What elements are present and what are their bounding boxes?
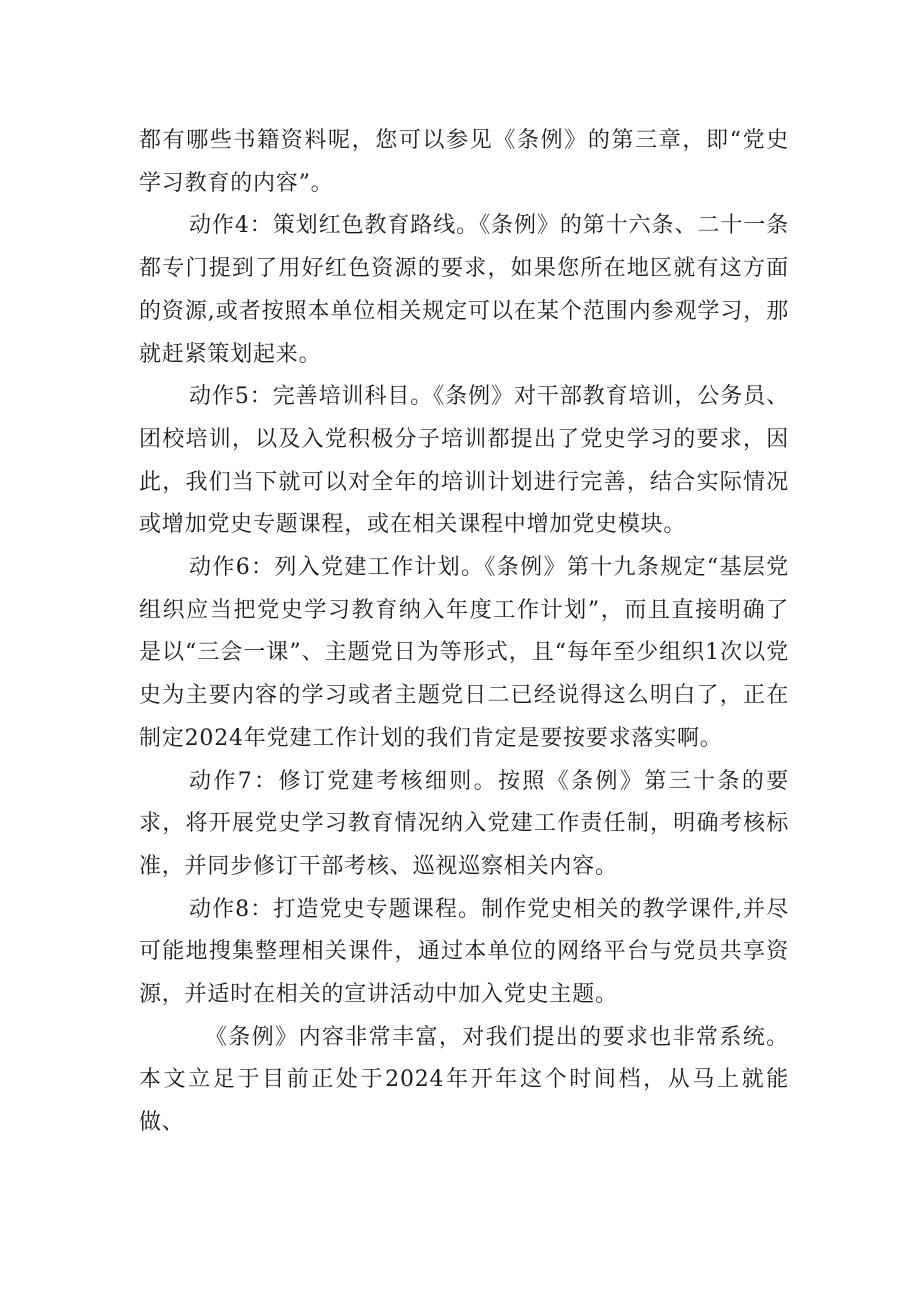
paragraph-conclusion: 《条例》内容非常丰富，对我们提出的要求也非常系统。本文立足于目前正处于2024年开年这个时间档，从马上就能做、 — [139, 1024, 789, 1136]
document-body — [139, 120, 789, 1145]
paragraph-action-4: 动作4：策划红色教育路线。《条例》的第十六条、二十一条都专门提到了用好红色资源的要求，如果您所在地区就有这方面的资源,或者按照本单位相关规定可以在某个范围内参观学习，那就赶紧策划起来。 — [139, 213, 789, 367]
paragraph-action-8: 动作8：打造党史专题课程。制作党史相关的教学课件,并尽可能地搜集整理相关课件，通过本单位的网络平台与党员共享资源，并适时在相关的宣讲活动中加入党史主题。 — [139, 896, 789, 1008]
paragraph-action-5: 动作5：完善培训科目。《条例》对干部教育培训，公务员、团校培训，以及入党积极分子培训都提出了党史学习的要求，因此，我们当下就可以对全年的培训计划进行完善，结合实际情况或增加党史专题课程，或在相关课程中增加党史模块。 — [139, 384, 789, 538]
paragraph-action-7: 动作7：修订党建考核细则。按照《条例》第三十条的要求，将开展党史学习教育情况纳入党建工作责任制，明确考核标准，并同步修订干部考核、巡视巡察相关内容。 — [139, 768, 789, 879]
paragraph-action-6: 动作6：列入党建工作计划。《条例》第十九条规定“基层党组织应当把党史学习教育纳入年度工作计划”，而且直接明确了是以“三会一课”、主题党日为等形式，且“每年至少组织1次以党史为主要内容的学习或者主题党日二已经说得这么明白了，正在制定2024年党建工作计划的我们肯定是要按要求落实啊。 — [139, 555, 789, 751]
paragraph-continuation: 都有哪些书籍资料呢，您可以参见《条例》的第三章，即“党史学习教育的内容”。 — [139, 128, 789, 196]
